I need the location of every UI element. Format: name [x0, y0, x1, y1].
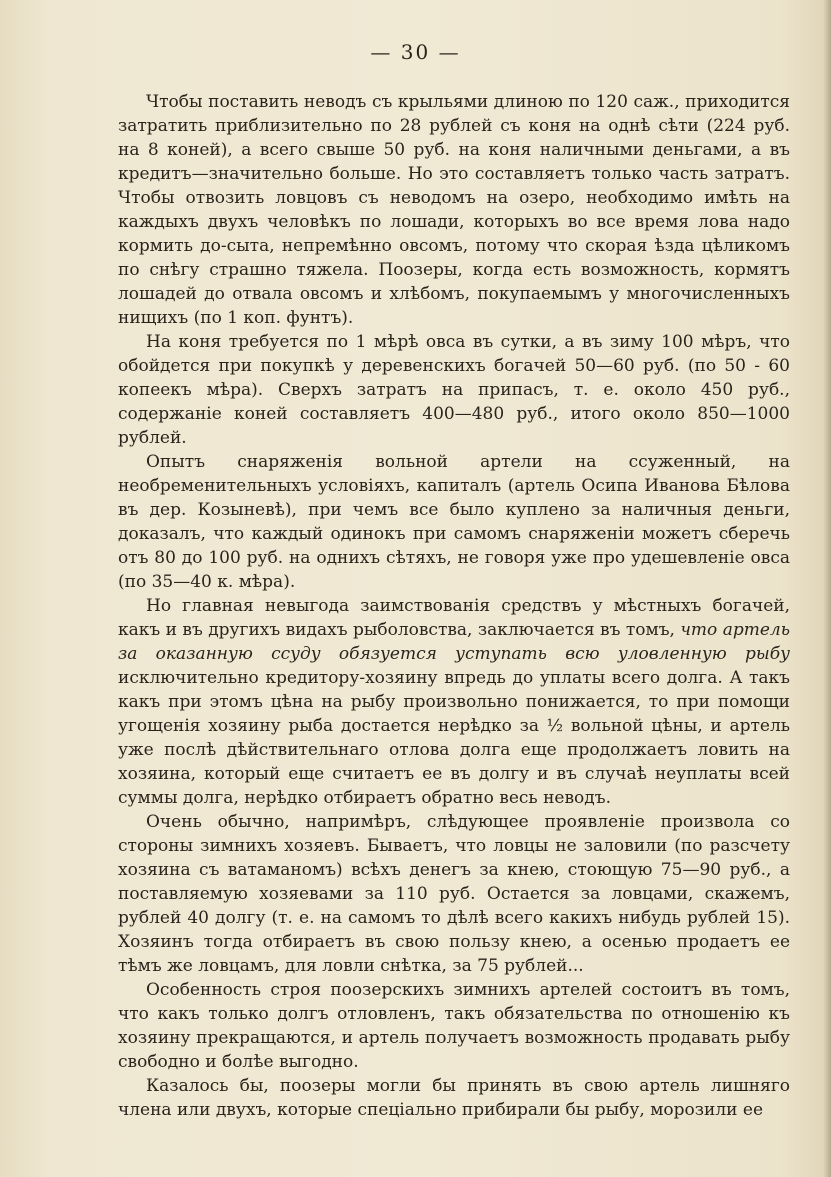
paragraph-text: Очень обычно, напримѣръ, слѣдующее проявленіе произвола со стороны зимнихъ хозяевъ. Бываетъ, что ловцы не заловили (по разсчету хозяина съ ватаманомъ) всѣхъ денегъ за кнею, стоющую 75—90 руб., а поставляемую хозяевами за 110 руб. Остается за ловцами, скажемъ, рублей 40 долгу (т. е. на самомъ то дѣлѣ всего какихъ нибудь рублей 15). Хозяинъ тогда отбираетъ въ свою пользу кнею, а осенью продаетъ ее тѣмъ же ловцамъ, для ловли снѣтка, за 75 рублей...: [118, 812, 790, 976]
italic-emphasis: что артель за оказанную ссуду обязуется уступать всю уловленную рыбу: [118, 620, 790, 664]
body-text: [118, 90, 790, 1122]
page-number: — 30 —: [370, 40, 461, 64]
paragraph-3: [118, 450, 790, 594]
paragraph-text: Чтобы поставить неводъ съ крыльями длиною по 120 саж., приходится затратить приблизительно по 28 рублей съ коня на однѣ сѣти (224 руб. на 8 коней), а всего свыше 50 руб. на коня наличными деньгами, а въ кредитъ—значительно больше. Но это составляетъ только часть затратъ. Чтобы отвозить ловцовъ съ неводомъ на озеро, необходимо имѣть на каждыхъ двухъ человѣкъ по лошади, которыхъ во все время лова надо кормить до-сыта, непремѣнно овсомъ, потому что скорая ѣзда цѣликомъ по снѣгу страшно тяжела. Поозеры, когда есть возможность, кормятъ лошадей до отвала овсомъ и хлѣбомъ, покупаемымъ у многочисленныхъ нищихъ (по 1 коп. фунтъ).: [118, 92, 790, 328]
paragraph-4: [118, 594, 790, 810]
paragraph-7: [118, 1074, 790, 1122]
paragraph-1: [118, 90, 790, 330]
paragraph-5: [118, 810, 790, 978]
paragraph-text: На коня требуется по 1 мѣрѣ овса въ сутки, а въ зиму 100 мѣръ, что обойдется при покупкѣ у деревенскихъ богачей 50—60 руб. (по 50 - 60 копеекъ мѣра). Сверхъ затратъ на припасъ, т. е. около 450 руб., содержаніе коней составляетъ 400—480 руб., итого около 850—1000 рублей.: [118, 332, 790, 448]
paragraph-2: [118, 330, 790, 450]
paragraph-text: Казалось бы, поозеры могли бы принять въ свою артель лишняго члена или двухъ, которые спеціально прибирали бы рыбу, морозили ее: [118, 1076, 790, 1120]
paragraph-text: исключительно кредитору-хозяину впредь до уплаты всего долга. А такъ какъ при этомъ цѣна на рыбу произвольно понижается, то при помощи угощенія хозяину рыба достается нерѣдко за ½ вольной цѣны, и артель уже послѣ дѣйствительнаго отлова долга еще продолжаетъ ловить на хозяина, который еще считаетъ ее въ долгу и въ случаѣ неуплаты всей суммы долга, нерѣдко отбираетъ обратно весь неводъ.: [118, 668, 790, 808]
paragraph-text: Особенность строя поозерскихъ зимнихъ артелей состоитъ въ томъ, что какъ только долгъ отловленъ, такъ обязательства по отношенію къ хозяину прекращаются, и артель получаетъ возможность продавать рыбу свободно и болѣе выгодно.: [118, 980, 790, 1072]
paragraph-text: Но главная невыгода заимствованія средствъ у мѣстныхъ богачей, какъ и въ другихъ видахъ рыболовства, заключается въ томъ,: [118, 596, 790, 640]
paragraph-text: Опытъ снаряженія вольной артели на ссуженный, на необременительныхъ условіяхъ, капиталъ (артель Осипа Иванова Бѣлова въ дер. Козыневѣ), при чемъ все было куплено за наличныя деньги, доказалъ, что каждый одинокъ при самомъ снаряженіи можетъ сберечь отъ 80 до 100 руб. на однихъ сѣтяхъ, не говоря уже про удешевленіе овса (по 35—40 к. мѣра).: [118, 452, 790, 592]
page-edge-shadow: [823, 0, 831, 1177]
paragraph-6: [118, 978, 790, 1074]
